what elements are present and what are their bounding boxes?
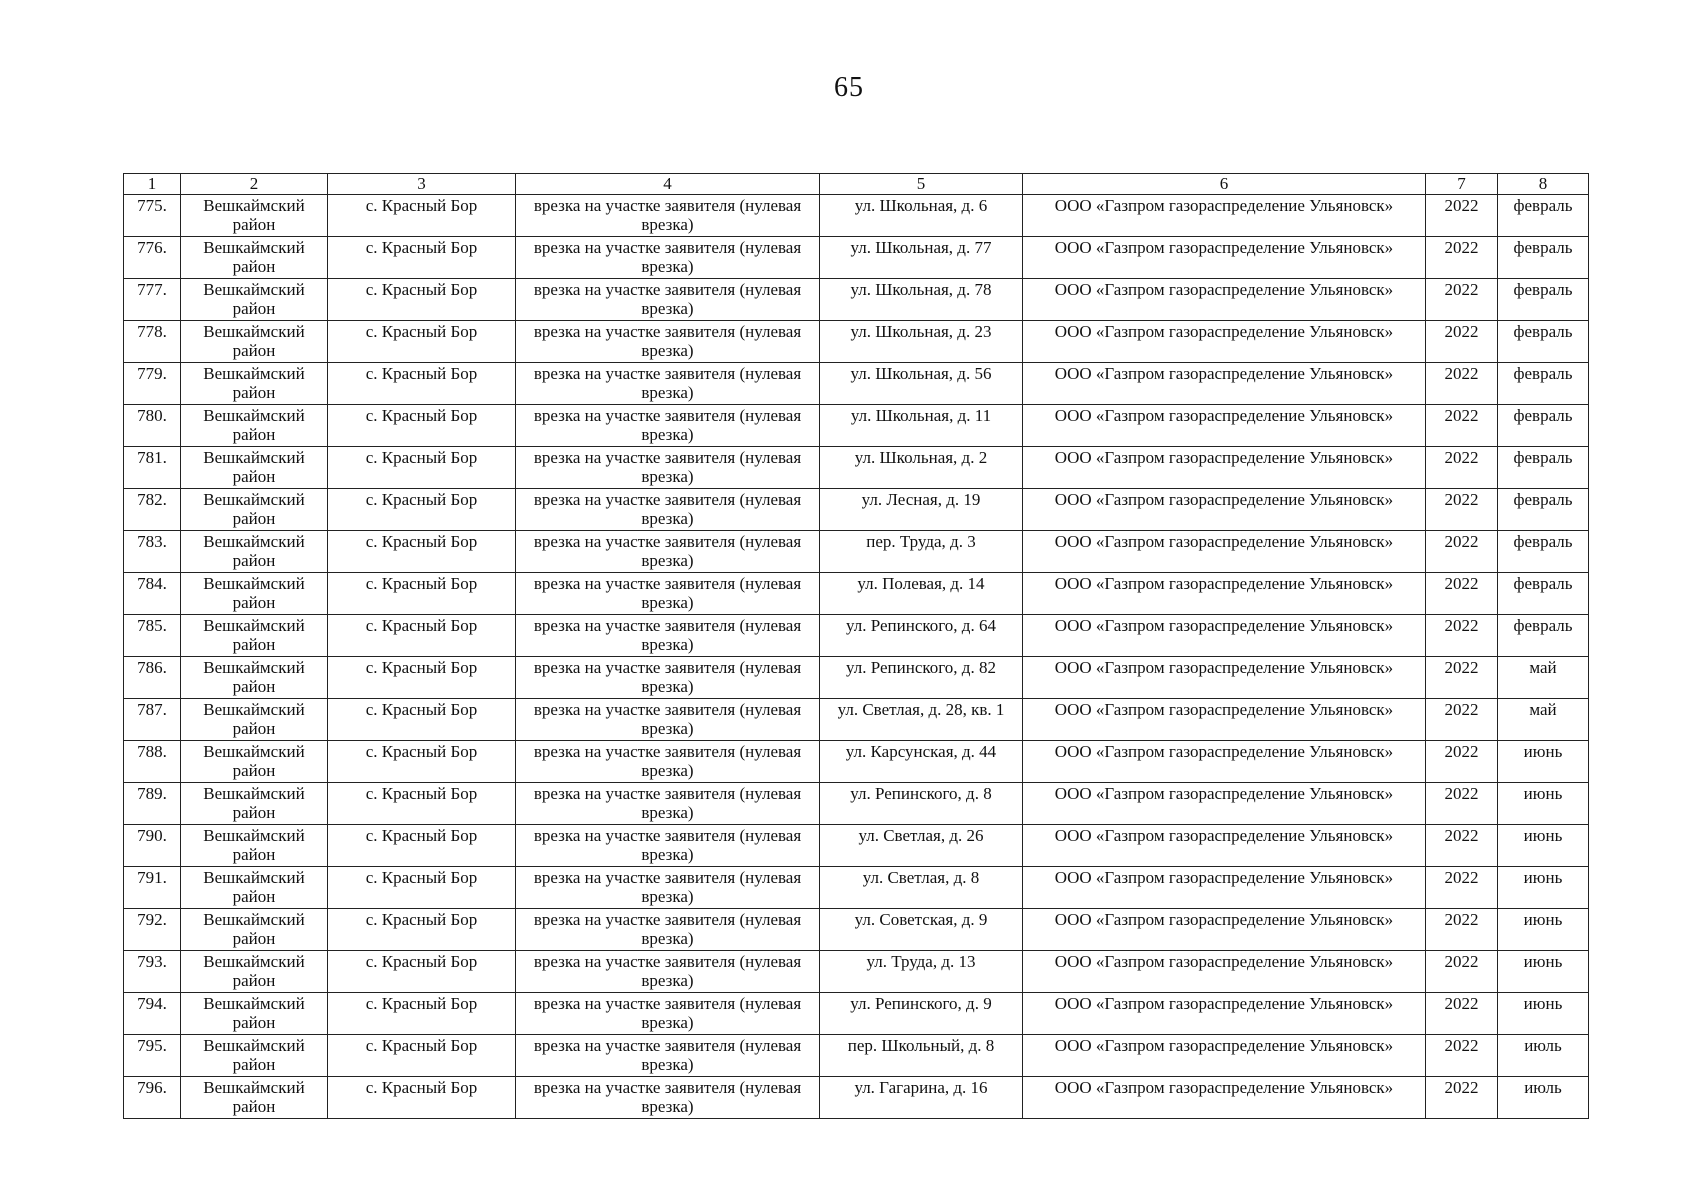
district-cell: Вешкаймский район: [181, 615, 328, 657]
settlement-cell: с. Красный Бор: [328, 1077, 516, 1119]
work-type-cell: врезка на участке заявителя (нулевая врезка): [516, 699, 820, 741]
row-number: 779.: [124, 363, 181, 405]
address-cell: ул. Лесная, д. 19: [820, 489, 1023, 531]
year-cell: 2022: [1426, 1077, 1498, 1119]
table-row: [124, 573, 1589, 615]
settlement-cell: с. Красный Бор: [328, 657, 516, 699]
year-cell: 2022: [1426, 195, 1498, 237]
table-row: [124, 237, 1589, 279]
organization-cell: ООО «Газпром газораспределение Ульяновск»: [1023, 615, 1426, 657]
district-cell: Вешкаймский район: [181, 447, 328, 489]
address-cell: ул. Школьная, д. 6: [820, 195, 1023, 237]
organization-cell: ООО «Газпром газораспределение Ульяновск»: [1023, 783, 1426, 825]
month-cell: февраль: [1498, 615, 1589, 657]
month-cell: июнь: [1498, 867, 1589, 909]
work-type-cell: врезка на участке заявителя (нулевая врезка): [516, 489, 820, 531]
address-cell: ул. Труда, д. 13: [820, 951, 1023, 993]
work-type-cell: врезка на участке заявителя (нулевая врезка): [516, 783, 820, 825]
organization-cell: ООО «Газпром газораспределение Ульяновск»: [1023, 657, 1426, 699]
row-number: 794.: [124, 993, 181, 1035]
row-number: 782.: [124, 489, 181, 531]
work-type-cell: врезка на участке заявителя (нулевая врезка): [516, 867, 820, 909]
settlement-cell: с. Красный Бор: [328, 237, 516, 279]
year-cell: 2022: [1426, 321, 1498, 363]
district-cell: Вешкаймский район: [181, 741, 328, 783]
row-number: 792.: [124, 909, 181, 951]
district-cell: Вешкаймский район: [181, 405, 328, 447]
table-row: [124, 741, 1589, 783]
year-cell: 2022: [1426, 573, 1498, 615]
row-number: 780.: [124, 405, 181, 447]
month-cell: февраль: [1498, 279, 1589, 321]
row-number: 775.: [124, 195, 181, 237]
district-cell: Вешкаймский район: [181, 279, 328, 321]
district-cell: Вешкаймский район: [181, 783, 328, 825]
row-number: 781.: [124, 447, 181, 489]
row-number: 786.: [124, 657, 181, 699]
settlement-cell: с. Красный Бор: [328, 867, 516, 909]
address-cell: ул. Репинского, д. 64: [820, 615, 1023, 657]
work-type-cell: врезка на участке заявителя (нулевая врезка): [516, 447, 820, 489]
row-number: 796.: [124, 1077, 181, 1119]
district-cell: Вешкаймский район: [181, 993, 328, 1035]
year-cell: 2022: [1426, 279, 1498, 321]
settlement-cell: с. Красный Бор: [328, 783, 516, 825]
settlement-cell: с. Красный Бор: [328, 825, 516, 867]
address-cell: ул. Школьная, д. 23: [820, 321, 1023, 363]
table-header: [124, 174, 1589, 195]
address-cell: ул. Школьная, д. 11: [820, 405, 1023, 447]
year-cell: 2022: [1426, 363, 1498, 405]
settlement-cell: с. Красный Бор: [328, 699, 516, 741]
year-cell: 2022: [1426, 237, 1498, 279]
registry-table: [123, 173, 1589, 1119]
work-type-cell: врезка на участке заявителя (нулевая врезка): [516, 279, 820, 321]
table-row: [124, 447, 1589, 489]
row-number: 783.: [124, 531, 181, 573]
settlement-cell: с. Красный Бор: [328, 321, 516, 363]
address-cell: ул. Советская, д. 9: [820, 909, 1023, 951]
address-cell: ул. Светлая, д. 26: [820, 825, 1023, 867]
work-type-cell: врезка на участке заявителя (нулевая врезка): [516, 237, 820, 279]
row-number: 776.: [124, 237, 181, 279]
organization-cell: ООО «Газпром газораспределение Ульяновск»: [1023, 909, 1426, 951]
row-number: 784.: [124, 573, 181, 615]
month-cell: июнь: [1498, 783, 1589, 825]
month-cell: февраль: [1498, 489, 1589, 531]
district-cell: Вешкаймский район: [181, 489, 328, 531]
month-cell: июнь: [1498, 825, 1589, 867]
organization-cell: ООО «Газпром газораспределение Ульяновск»: [1023, 951, 1426, 993]
table-row: [124, 405, 1589, 447]
month-cell: июнь: [1498, 909, 1589, 951]
district-cell: Вешкаймский район: [181, 321, 328, 363]
settlement-cell: с. Красный Бор: [328, 279, 516, 321]
row-number: 790.: [124, 825, 181, 867]
settlement-cell: с. Красный Бор: [328, 741, 516, 783]
settlement-cell: с. Красный Бор: [328, 363, 516, 405]
district-cell: Вешкаймский район: [181, 825, 328, 867]
table-row: [124, 489, 1589, 531]
address-cell: ул. Школьная, д. 78: [820, 279, 1023, 321]
month-cell: февраль: [1498, 237, 1589, 279]
month-cell: февраль: [1498, 405, 1589, 447]
table-row: [124, 321, 1589, 363]
organization-cell: ООО «Газпром газораспределение Ульяновск»: [1023, 489, 1426, 531]
organization-cell: ООО «Газпром газораспределение Ульяновск»: [1023, 279, 1426, 321]
work-type-cell: врезка на участке заявителя (нулевая врезка): [516, 615, 820, 657]
month-cell: февраль: [1498, 321, 1589, 363]
work-type-cell: врезка на участке заявителя (нулевая врезка): [516, 657, 820, 699]
district-cell: Вешкаймский район: [181, 909, 328, 951]
district-cell: Вешкаймский район: [181, 699, 328, 741]
column-header: 3: [328, 174, 516, 195]
year-cell: 2022: [1426, 909, 1498, 951]
column-header: 4: [516, 174, 820, 195]
district-cell: Вешкаймский район: [181, 363, 328, 405]
district-cell: Вешкаймский район: [181, 195, 328, 237]
organization-cell: ООО «Газпром газораспределение Ульяновск»: [1023, 531, 1426, 573]
year-cell: 2022: [1426, 405, 1498, 447]
address-cell: ул. Репинского, д. 8: [820, 783, 1023, 825]
row-number: 791.: [124, 867, 181, 909]
organization-cell: ООО «Газпром газораспределение Ульяновск»: [1023, 699, 1426, 741]
work-type-cell: врезка на участке заявителя (нулевая врезка): [516, 531, 820, 573]
address-cell: ул. Светлая, д. 8: [820, 867, 1023, 909]
year-cell: 2022: [1426, 783, 1498, 825]
settlement-cell: с. Красный Бор: [328, 951, 516, 993]
month-cell: июль: [1498, 1035, 1589, 1077]
row-number: 795.: [124, 1035, 181, 1077]
table-row: [124, 783, 1589, 825]
column-header: 8: [1498, 174, 1589, 195]
year-cell: 2022: [1426, 825, 1498, 867]
table-row: [124, 867, 1589, 909]
table-row: [124, 531, 1589, 573]
column-header: 6: [1023, 174, 1426, 195]
row-number: 789.: [124, 783, 181, 825]
row-number: 777.: [124, 279, 181, 321]
table-row: [124, 657, 1589, 699]
table-row: [124, 909, 1589, 951]
work-type-cell: врезка на участке заявителя (нулевая врезка): [516, 1035, 820, 1077]
address-cell: пер. Труда, д. 3: [820, 531, 1023, 573]
year-cell: 2022: [1426, 657, 1498, 699]
month-cell: июнь: [1498, 951, 1589, 993]
address-cell: ул. Школьная, д. 56: [820, 363, 1023, 405]
table-row: [124, 699, 1589, 741]
address-cell: ул. Школьная, д. 2: [820, 447, 1023, 489]
year-cell: 2022: [1426, 993, 1498, 1035]
table-row: [124, 1035, 1589, 1077]
month-cell: февраль: [1498, 531, 1589, 573]
month-cell: февраль: [1498, 573, 1589, 615]
district-cell: Вешкаймский район: [181, 1077, 328, 1119]
settlement-cell: с. Красный Бор: [328, 909, 516, 951]
column-header: 1: [124, 174, 181, 195]
settlement-cell: с. Красный Бор: [328, 573, 516, 615]
work-type-cell: врезка на участке заявителя (нулевая врезка): [516, 363, 820, 405]
address-cell: ул. Карсунская, д. 44: [820, 741, 1023, 783]
organization-cell: ООО «Газпром газораспределение Ульяновск»: [1023, 825, 1426, 867]
organization-cell: ООО «Газпром газораспределение Ульяновск»: [1023, 321, 1426, 363]
settlement-cell: с. Красный Бор: [328, 447, 516, 489]
work-type-cell: врезка на участке заявителя (нулевая врезка): [516, 909, 820, 951]
work-type-cell: врезка на участке заявителя (нулевая врезка): [516, 825, 820, 867]
district-cell: Вешкаймский район: [181, 951, 328, 993]
organization-cell: ООО «Газпром газораспределение Ульяновск»: [1023, 195, 1426, 237]
organization-cell: ООО «Газпром газораспределение Ульяновск»: [1023, 1077, 1426, 1119]
organization-cell: ООО «Газпром газораспределение Ульяновск»: [1023, 993, 1426, 1035]
settlement-cell: с. Красный Бор: [328, 489, 516, 531]
organization-cell: ООО «Газпром газораспределение Ульяновск»: [1023, 867, 1426, 909]
table-row: [124, 1077, 1589, 1119]
address-cell: ул. Полевая, д. 14: [820, 573, 1023, 615]
work-type-cell: врезка на участке заявителя (нулевая врезка): [516, 993, 820, 1035]
district-cell: Вешкаймский район: [181, 573, 328, 615]
work-type-cell: врезка на участке заявителя (нулевая врезка): [516, 195, 820, 237]
month-cell: июнь: [1498, 993, 1589, 1035]
table-row: [124, 363, 1589, 405]
address-cell: ул. Школьная, д. 77: [820, 237, 1023, 279]
settlement-cell: с. Красный Бор: [328, 405, 516, 447]
district-cell: Вешкаймский район: [181, 531, 328, 573]
year-cell: 2022: [1426, 615, 1498, 657]
work-type-cell: врезка на участке заявителя (нулевая врезка): [516, 951, 820, 993]
district-cell: Вешкаймский район: [181, 237, 328, 279]
row-number: 787.: [124, 699, 181, 741]
work-type-cell: врезка на участке заявителя (нулевая врезка): [516, 321, 820, 363]
address-cell: ул. Репинского, д. 82: [820, 657, 1023, 699]
month-cell: май: [1498, 699, 1589, 741]
year-cell: 2022: [1426, 489, 1498, 531]
address-cell: ул. Светлая, д. 28, кв. 1: [820, 699, 1023, 741]
district-cell: Вешкаймский район: [181, 1035, 328, 1077]
row-number: 788.: [124, 741, 181, 783]
month-cell: февраль: [1498, 363, 1589, 405]
row-number: 785.: [124, 615, 181, 657]
month-cell: февраль: [1498, 195, 1589, 237]
organization-cell: ООО «Газпром газораспределение Ульяновск»: [1023, 363, 1426, 405]
settlement-cell: с. Красный Бор: [328, 615, 516, 657]
organization-cell: ООО «Газпром газораспределение Ульяновск»: [1023, 573, 1426, 615]
year-cell: 2022: [1426, 699, 1498, 741]
table-row: [124, 615, 1589, 657]
address-cell: ул. Гагарина, д. 16: [820, 1077, 1023, 1119]
year-cell: 2022: [1426, 867, 1498, 909]
table-row: [124, 951, 1589, 993]
page-number: 65: [834, 72, 864, 103]
organization-cell: ООО «Газпром газораспределение Ульяновск»: [1023, 741, 1426, 783]
settlement-cell: с. Красный Бор: [328, 1035, 516, 1077]
work-type-cell: врезка на участке заявителя (нулевая врезка): [516, 741, 820, 783]
table-row: [124, 825, 1589, 867]
column-header: 7: [1426, 174, 1498, 195]
settlement-cell: с. Красный Бор: [328, 993, 516, 1035]
organization-cell: ООО «Газпром газораспределение Ульяновск»: [1023, 447, 1426, 489]
row-number: 778.: [124, 321, 181, 363]
header-row: [124, 174, 1589, 195]
work-type-cell: врезка на участке заявителя (нулевая врезка): [516, 405, 820, 447]
table-row: [124, 993, 1589, 1035]
month-cell: май: [1498, 657, 1589, 699]
month-cell: июль: [1498, 1077, 1589, 1119]
organization-cell: ООО «Газпром газораспределение Ульяновск»: [1023, 237, 1426, 279]
organization-cell: ООО «Газпром газораспределение Ульяновск»: [1023, 1035, 1426, 1077]
month-cell: февраль: [1498, 447, 1589, 489]
column-header: 5: [820, 174, 1023, 195]
row-number: 793.: [124, 951, 181, 993]
table-row: [124, 195, 1589, 237]
address-cell: пер. Школьный, д. 8: [820, 1035, 1023, 1077]
settlement-cell: с. Красный Бор: [328, 195, 516, 237]
district-cell: Вешкаймский район: [181, 657, 328, 699]
district-cell: Вешкаймский район: [181, 867, 328, 909]
address-cell: ул. Репинского, д. 9: [820, 993, 1023, 1035]
year-cell: 2022: [1426, 951, 1498, 993]
settlement-cell: с. Красный Бор: [328, 531, 516, 573]
work-type-cell: врезка на участке заявителя (нулевая врезка): [516, 573, 820, 615]
year-cell: 2022: [1426, 447, 1498, 489]
year-cell: 2022: [1426, 741, 1498, 783]
month-cell: июнь: [1498, 741, 1589, 783]
table-row: [124, 279, 1589, 321]
column-header: 2: [181, 174, 328, 195]
work-type-cell: врезка на участке заявителя (нулевая врезка): [516, 1077, 820, 1119]
year-cell: 2022: [1426, 1035, 1498, 1077]
year-cell: 2022: [1426, 531, 1498, 573]
organization-cell: ООО «Газпром газораспределение Ульяновск»: [1023, 405, 1426, 447]
table-body: [124, 195, 1589, 1119]
